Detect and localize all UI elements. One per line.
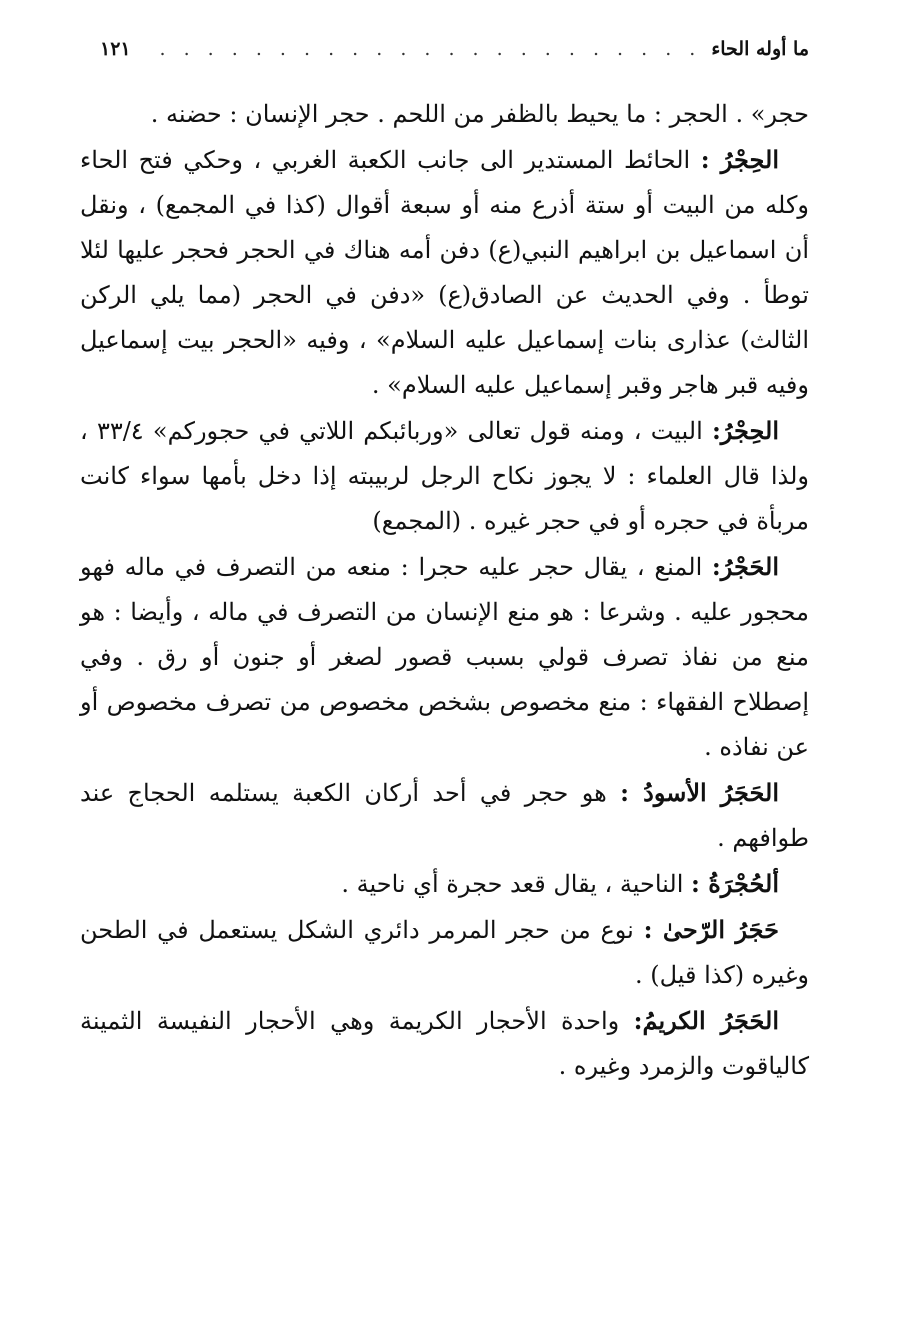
entry-hijr-house — [80, 408, 809, 544]
entry-definition: واحدة الأحجار الكريمة وهي الأحجار النفيسة الثمينة كالياقوت والزمرد وغيره . — [80, 1007, 809, 1080]
entry-hujra — [80, 861, 809, 907]
continuation-paragraph: حجر» . الحجر : ما يحيط بالظفر من اللحم . حجر الإنسان : حضنه . — [150, 100, 809, 128]
entry-term: الحِجْرُ : — [700, 145, 780, 174]
running-head: ما أوله الحاء — [711, 38, 809, 60]
entry-millstone — [80, 907, 809, 998]
entry-definition: البيت ، ومنه قول تعالى «وربائبكم اللاتي في حجوركم» ٣٣/٤ ، ولذا قال العلماء : لا يجوز نكاح الرجل لربيبته إذا دخل بأمها سواء كانت مربأة في حجره أو في حجر غيره . (المجمع) — [80, 417, 809, 535]
entry-definition: نوع من حجر المرمر دائري الشكل يستعمل في الطحن وغيره (كذا قيل) . — [80, 916, 809, 989]
entry-term: حَجَرُ الرّحىٰ : — [643, 915, 780, 944]
entry-term: الحَجَرُ الكريمُ: — [633, 1006, 779, 1035]
entry-definition: المنع ، يقال حجر عليه حجرا : منعه من التصرف في ماله فهو محجور عليه . وشرعا : هو منع الإنسان من التصرف في ماله ، وأيضا : هو منع من نفاذ تصرف قولي بسبب قصور لصغر أو جنون أو رق . وفي إصطلاح الفقهاء : منع مخصوص بشخص مخصوص من تصرف مخصوص أو عن نفاذه . — [80, 553, 809, 761]
entry-term: الحِجْرُ: — [711, 416, 780, 445]
entry-hajr-prohibition — [80, 544, 809, 770]
dot-leader — [141, 38, 702, 60]
entry-term: الحَجْرُ: — [711, 552, 779, 581]
entry-definition: الناحية ، يقال قعد حجرة أي ناحية . — [341, 870, 691, 898]
entry-precious-stone — [80, 998, 809, 1089]
entry-term: الحَجَرُ الأسودُ : — [620, 778, 780, 807]
entry-definition: الحائط المستدير الى جانب الكعبة الغربي ، وحكي فتح الحاء وكله من البيت أو ستة أذرع منه أو سبعة أقوال (كذا في المجمع) ، ونقل أن اسماعيل بن ابراهيم النبي(ع) دفن أمه هناك في الحجر فحجر عليها لئلا توطأ . وفي الحديث عن الصادق(ع) «دفن في الحجر (مما يلي الركن الثالث) عذارى بنات إسماعيل عليه السلام» ، وفيه «الحجر بيت إسماعيل وفيه قبر هاجر وقبر إسماعيل عليه السلام» . — [80, 146, 809, 399]
entry-definition: هو حجر في أحد أركان الكعبة يستلمه الحجاج عند طوافهم . — [80, 779, 809, 852]
entry-term: ألحُجْرَةُ : — [691, 869, 779, 898]
page-header — [100, 34, 809, 64]
page-number: ١٢١ — [100, 38, 131, 60]
entry-hijr-wall — [80, 137, 809, 408]
body-text — [80, 92, 809, 1089]
entry-black-stone — [80, 770, 809, 861]
